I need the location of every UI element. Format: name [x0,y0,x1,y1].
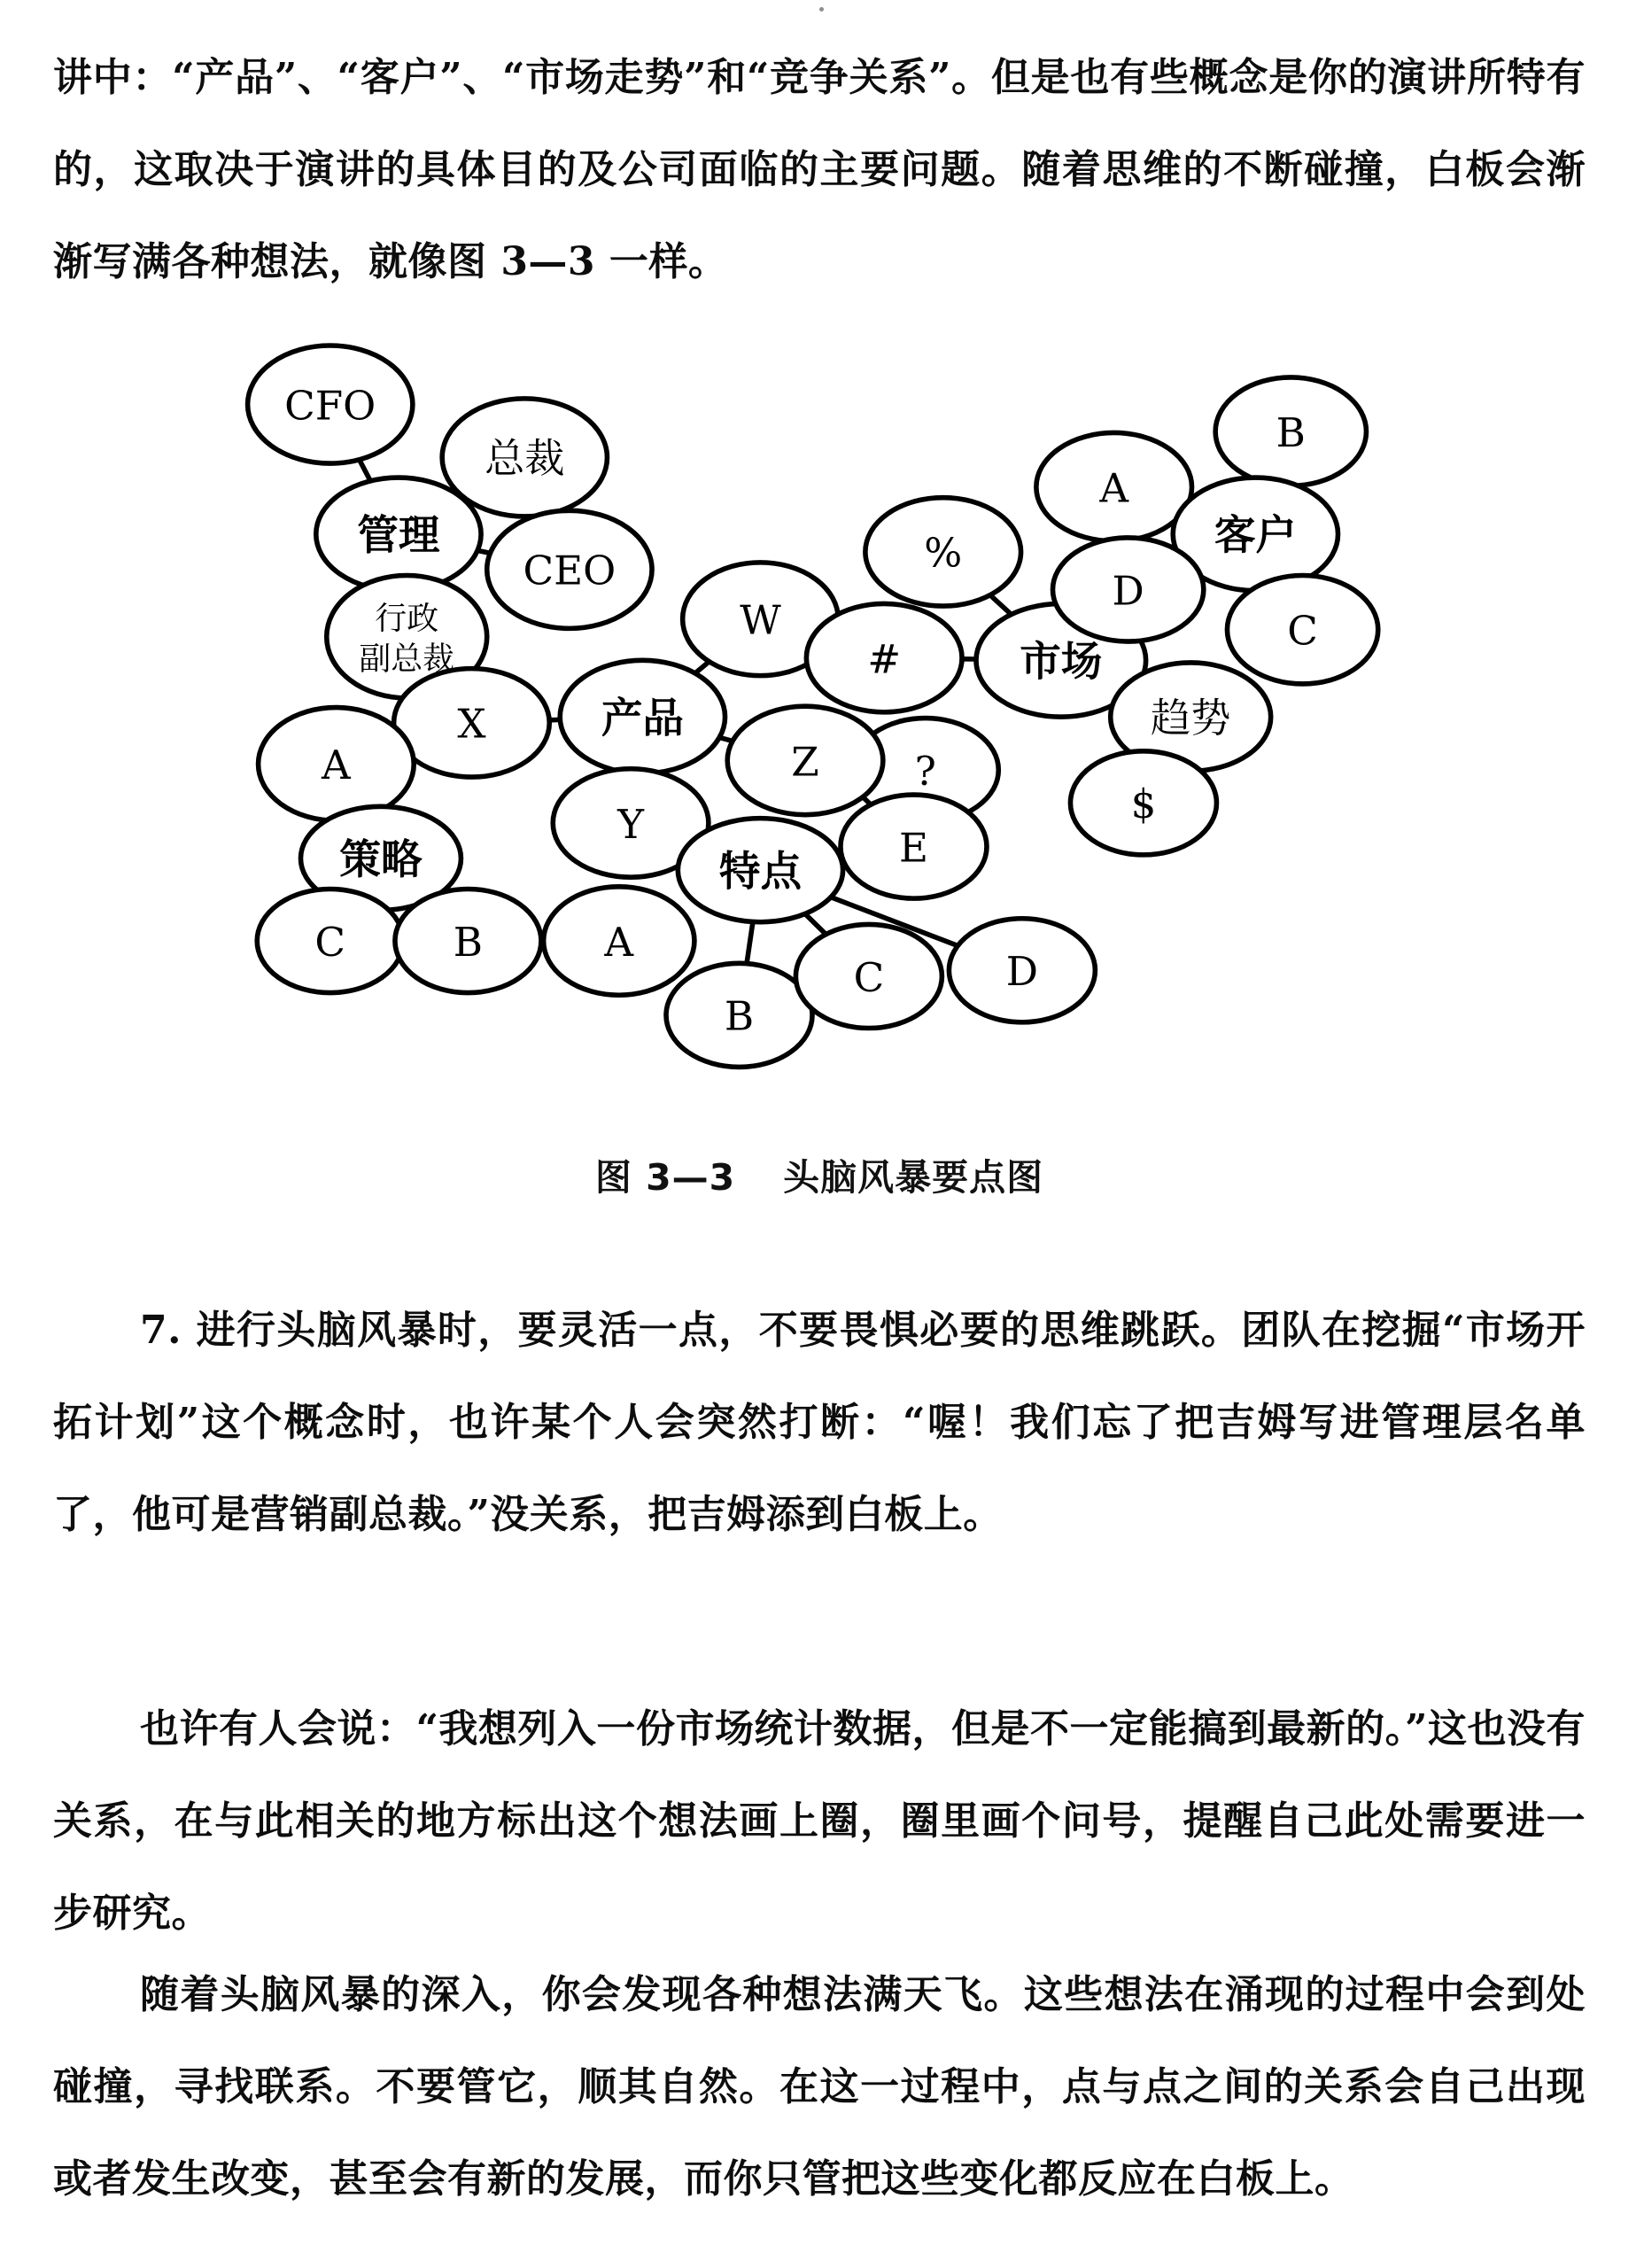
mindmap-node-b_bot[interactable] [666,963,812,1067]
paragraph-top: 讲中：“产品”、“客户”、“市场走势”和“竞争关系”。但是也有些概念是你的演讲所特有的，这取决于演讲的具体目的及公司面临的主要问题。随着思维的不断碰撞，白板会渐渐写满各种想法，就像图 3—3 一样。 [53,55,1586,284]
mindmap-node-chanpin[interactable] [560,660,725,773]
node-layer [248,346,1378,1067]
mindmap-node-d_bot[interactable] [949,919,1095,1022]
node-label: B [1276,408,1306,456]
mindmap-node-e[interactable] [841,795,987,898]
node-label: 管理 [357,511,440,560]
mindmap-edge-cfo-guanli [360,460,371,481]
figure-caption-number: 图 3—3 [594,1156,736,1199]
scan-artifact-dot [819,7,824,12]
mindmap-node-x[interactable] [394,669,550,777]
mindmap-node-b_bl[interactable] [395,889,541,992]
paragraph-item-7-lead: 7. 进行头脑风暴时，要灵活一点，不要畏惧必要的思维跳跃。 [140,1308,1242,1353]
node-label: E [898,824,928,872]
node-label: Y [617,800,645,848]
mindmap-node-hash[interactable] [806,603,962,711]
paragraph-item-7-body: 团队在挖掘“市场开拓计划”这个概念时，也许某个人会突然打断：“喔！我们忘了把吉姆写进管理层名单了，他可是营销副总裁。”没关系，把吉姆添到白板上。 [53,1308,1586,1537]
mindmap-node-d_right[interactable] [1052,538,1203,641]
node-label-line1: 行政 [375,601,439,638]
node-label: 特点 [718,847,803,896]
figure-caption-title: 头脑风暴要点图 [783,1156,1044,1199]
mindmap-node-dollar[interactable] [1070,751,1216,855]
node-label: 客户 [1214,511,1297,560]
mindmap-node-zongcai[interactable] [442,399,607,517]
node-label-line2: 副总裁 [359,641,455,678]
node-label: A [322,742,351,789]
node-label: CFO [284,382,376,430]
node-label: A [1099,464,1129,512]
mindmap-node-cfo[interactable] [248,346,413,463]
mindmap-edge-tedian-c_bot [805,913,826,934]
mindmap-node-a_top[interactable] [1036,432,1192,540]
node-label: C [853,953,885,1001]
node-label: 市场 [1020,637,1103,686]
mindmap-node-tedian[interactable] [678,819,842,922]
paragraph-9: 随着头脑风暴的深入，你会发现各种想法满天飞。这些想法在涌现的过程中会到处碰撞，寻找联系。不要管它，顺其自然。在这一过程中，点与点之间的关系会自己出现或者发生改变，甚至会有新的发展，而你只管把这些变化都反应在白板上。 [53,1972,1586,2202]
node-label: D [1112,567,1144,615]
node-label: A [604,918,634,966]
node-label: Z [791,738,819,786]
node-label: C [1287,607,1318,655]
figure-caption [53,1148,1586,1200]
node-label: 总裁 [485,435,565,483]
node-label: ? [914,747,936,795]
node-label: # [867,635,902,683]
node-label: CEO [523,547,616,594]
mindmap-node-z[interactable] [727,706,883,814]
node-label: X [457,700,486,748]
mindmap-node-a_bot[interactable] [544,887,694,995]
node-label: % [924,529,963,577]
mindmap-edge-tedian-b_bot [747,921,753,963]
mindmap-edge-chanpin-w [695,662,710,673]
mindmap-node-c_bl[interactable] [257,889,403,992]
node-label: C [314,918,346,966]
node-label: D [1005,948,1039,996]
node-label: 趋势 [1150,695,1231,742]
node-label: 策略 [339,835,423,884]
node-label: 产品 [601,694,684,742]
node-label: W [740,596,781,644]
figure-brainstorm-mindmap [53,328,1586,1214]
mindmap-svg [53,328,1586,1130]
node-label: B [453,918,484,966]
paragraph-item-7 [53,1285,1586,1561]
node-label: B [724,992,755,1040]
mindmap-node-pct[interactable] [865,498,1021,606]
mindmap-node-c_right[interactable] [1227,576,1377,684]
mindmap-node-a_left[interactable] [259,708,415,821]
mindmap-node-c_bot[interactable] [795,924,942,1028]
mindmap-node-b_top[interactable] [1215,377,1366,485]
mindmap-edge-pct-shichang [990,595,1012,615]
paragraph-8: 也许有人会说：“我想列入一份市场统计数据，但是不一定能搞到最新的。”这也没有关系，在与此相关的地方标出这个想法画上圈，圈里画个问号，提醒自己此处需要进一步研究。 [53,1706,1586,1936]
mindmap-node-ceo[interactable] [487,510,652,628]
node-label: $ [1130,781,1157,828]
